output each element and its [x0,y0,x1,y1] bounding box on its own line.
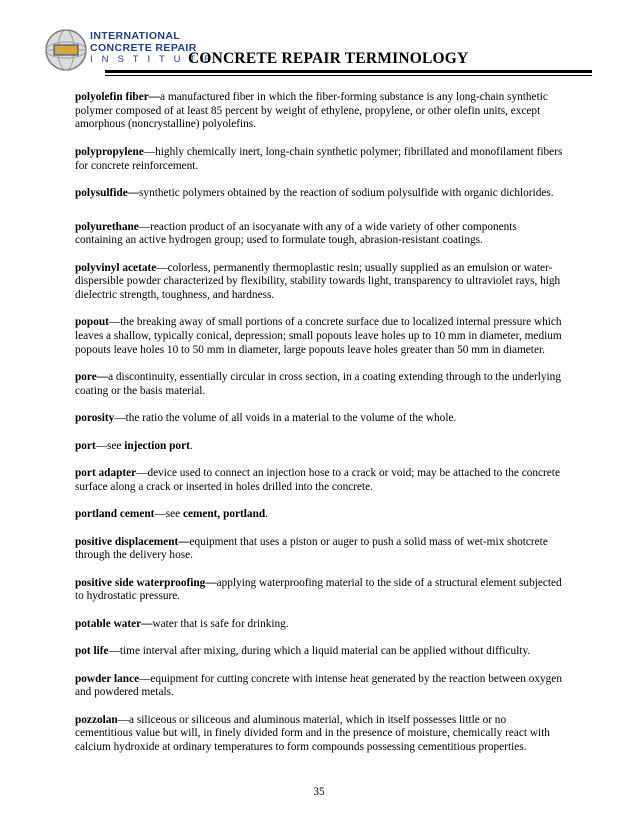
page-number: 35 [313,786,325,798]
glossary-entry [75,467,565,494]
glossary-entry [75,187,565,201]
entry-definition: —the breaking away of small portions of a concrete surface due to localized internal pressure which leaves a shallow, typically conical, depression; small popouts leave holes up to 10 mm in diameter, medium popouts leave holes 10 to 50 mm in diameter, large popouts leave holes greater than 50 mm in diameter. [75,316,562,356]
logo-line-3: I N S T I T U T E [90,54,214,65]
entry-definition: synthetic polymers obtained by the reaction of sodium polysulfide with organic dichlorides. [139,186,554,199]
glossary-body [75,91,565,769]
entry-definition: —see [95,439,125,452]
entry-definition: —reaction product of an isocyanate with any of a wide variety of other components containing an active hydrogen group; used to formulate tough, abrasion-resistant coatings. [75,220,517,247]
entry-term: porosity [75,412,115,425]
glossary-entry [75,221,565,248]
entry-definition: water that is safe for drinking. [152,617,289,630]
entry-term: positive displacement— [75,535,190,548]
document-title: CONCRETE REPAIR TERMINOLOGY [188,50,469,67]
entry-term: popout [75,316,109,329]
entry-term: port adapter [75,467,137,480]
glossary-entry [75,316,565,357]
entry-term: positive side waterproofing— [75,576,217,589]
glossary-entry [75,673,565,700]
entry-definition: —a siliceous or siliceous and aluminous material, which in itself possesses little or no cementitious value but will, in finely divided form and in the presence of moisture, chemically react with calcium hydroxide at ordinary temperatures to form compounds possessing cementitious properties. [75,713,550,754]
glossary-entry [75,91,565,132]
glossary-entry [75,412,565,426]
entry-term: polysulfide— [75,186,140,199]
entry-definition: applying waterproofing material to the side of a structural element subjected to hydrostatic pressure. [75,576,562,603]
glossary-entry [75,645,565,659]
entry-definition: —time interval after mixing, during which a liquid material can be applied without difficulty. [108,645,531,658]
glossary-entry [75,508,565,522]
entry-definition: —highly chemically inert, long-chain synthetic polymer; fibrillated and monofilament fibers for concrete reinforcement. [75,145,563,172]
header-rule-thick [105,70,592,73]
entry-term: portland cement [75,508,155,521]
entry-definition: —the ratio the volume of all voids in a material to the volume of the whole. [114,412,457,425]
glossary-entry [75,714,565,755]
entry-term: pore— [75,371,109,384]
glossary-entry [75,577,565,604]
entry-cross-reference: injection port [124,439,190,452]
entry-tail: . [189,439,193,452]
entry-term: pozzolan [75,713,118,726]
logo-line-1: INTERNATIONAL [90,30,181,42]
page-header [44,28,592,74]
glossary-entry [75,440,565,454]
entry-definition: a discontinuity, essentially circular in cross section, in a coating extending through to the underlying coating or the basis material. [75,371,561,397]
entry-definition: —colorless, permanently thermoplastic resin; usually supplied as an emulsion or water-dispersible powder characterized by flexibility, stability towards light, transparency to ultraviolet rays, high dielectric strength, toughness, and hardness. [75,261,561,302]
entry-cross-reference: cement, portland [182,508,266,521]
entry-term: polyurethane [75,220,139,233]
entry-definition: —equipment for cutting concrete with intense heat generated by the reaction between oxygen and powdered metals. [75,672,562,699]
glossary-entry [75,618,565,632]
entry-definition: —device used to connect an injection hose to a crack or void; may be attached to the concrete surface along a crack or inserted in holes drilled into the concrete. [75,467,560,493]
entry-definition: —see [154,508,183,521]
entry-term: polypropylene [75,145,144,158]
entry-definition: a manufactured fiber in which the fiber-forming substance is any long-chain synthetic polymer composed of at least 85 percent by weight of ethylene, propylene, or other olefin units, except amorphous (noncrystalline) polyolefins. [75,91,548,131]
entry-definition: equipment that uses a piston or auger to push a solid mass of wet-mix shotcrete through the delivery hose. [75,535,548,562]
entry-term: port [75,439,96,452]
entry-term: pot life [75,645,109,658]
entry-tail: . [265,508,268,521]
icri-globe-logo-icon [44,28,88,72]
glossary-entry [75,536,565,563]
logo-line-2: CONCRETE REPAIR [90,42,197,54]
entry-term: potable water— [75,617,153,630]
glossary-entry [75,371,565,398]
entry-term: powder lance [75,672,140,685]
entry-term: polyolefin fiber— [75,91,161,103]
glossary-entry [75,146,565,173]
header-rule-thin [105,75,592,76]
entry-term: polyvinyl acetate [75,261,157,274]
glossary-entry [75,262,565,303]
